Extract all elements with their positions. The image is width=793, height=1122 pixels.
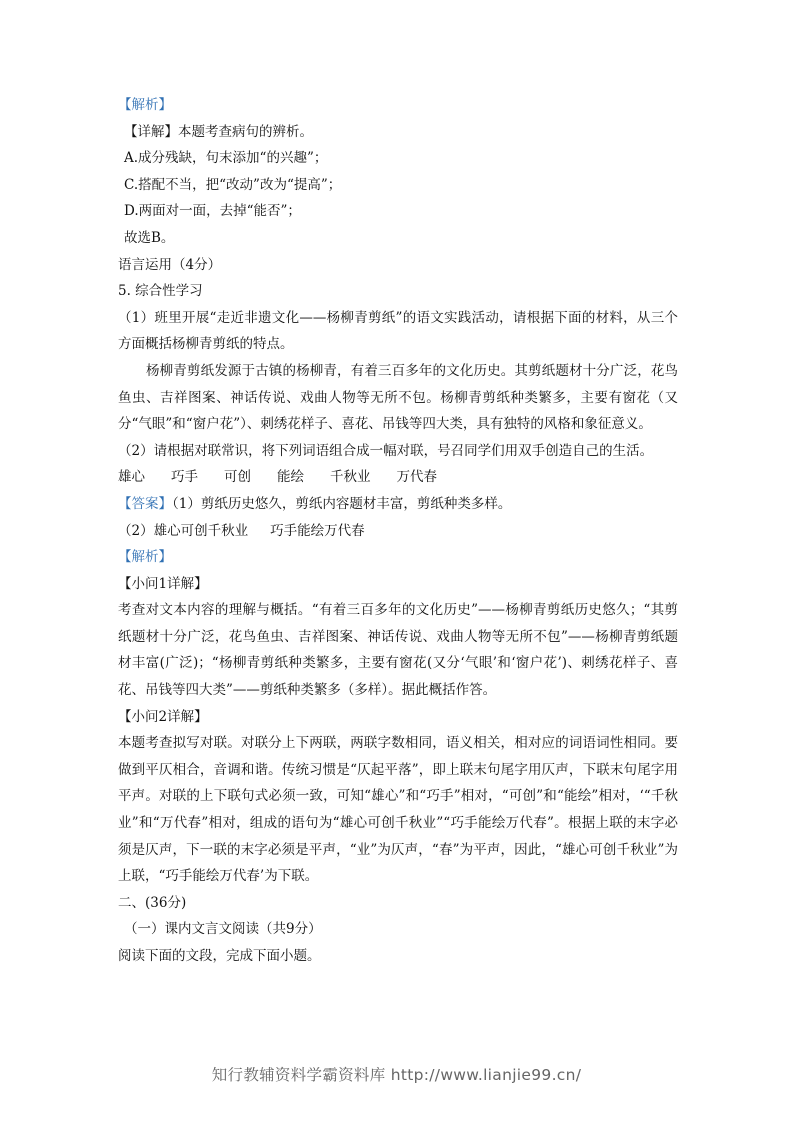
word-item: 能绘 <box>277 469 304 486</box>
reading-instruction: 阅读下面的文段，完成下面小题。 <box>118 948 321 964</box>
sub-question-2-heading: 【小问2详解】 <box>118 708 208 725</box>
answer-tag: 【答案】 <box>118 495 172 512</box>
question-title: 5. 综合性学习 <box>118 283 203 300</box>
option-c-line: C.搭配不当，把“改动”改为“提高”； <box>124 176 342 193</box>
sub-question-1-heading: 【小问1详解】 <box>118 575 208 592</box>
answer-lower-couplet: 巧手能绘万代春 <box>270 522 365 539</box>
answer-line-1 <box>118 491 678 518</box>
answer-line-2 <box>118 518 678 545</box>
answer-choice-line: 故选B。 <box>124 229 175 246</box>
word-item: 万代春 <box>396 469 437 486</box>
word-item: 雄心 <box>118 469 145 486</box>
option-a-line: A.成分残缺，句末添加“的兴趣”； <box>124 150 328 167</box>
classical-reading-heading: （一）课内文言文阅读（共9分） <box>124 921 322 938</box>
analysis-tag-2: 【解析】 <box>118 549 172 566</box>
footer-watermark: 知行教辅资料学霸资料库 http://www.lianjie99.cn/ <box>211 1066 582 1084</box>
word-item: 巧手 <box>171 469 198 486</box>
question-part-2: （2）请根据对联常识，将下列词语组合成一幅对联，号召同学们用双手创造自己的生活。 <box>118 442 654 459</box>
sub-question-2-explanation: 本题考查拟写对联。对联分上下两联，两联字数相同，语义相关，相对应的词语词性相同。要做到平仄相合，音调和谐。传统习惯是“仄起平落”，即上联末句尾字用仄声，下联末句尾字用平声。对联的上下联句式必须一致，可知“雄心”和“巧手”相对，“可创”和“能绘”相对，‘“千秋业”和“万代春”相对，组成的语句为“雄心可创千秋业”“巧手能绘万代春”。根据上联的末字必须是仄声，下一联的末字必须是平声，“业”为仄声，“春”为平声，因此，“雄心可创千秋业”为上联，“巧手能绘万代春’为下联。 <box>118 735 678 885</box>
word-item: 可创 <box>224 469 251 486</box>
answer-text-1: （1）剪纸历史悠久，剪纸内容题材丰富，剪纸种类多样。 <box>172 495 512 512</box>
question-part-1: （1）班里开展“走近非遗文化——杨柳青剪纸”的语文实践活动，请根据下面的材料，从三个方面概括杨柳青剪纸的特点。 <box>118 309 678 353</box>
detail-line: 【详解】本题考查病句的辨析。 <box>124 123 313 140</box>
document-content <box>118 92 678 970</box>
word-item: 千秋业 <box>330 469 371 486</box>
sub-question-1-explanation: 考查对文本内容的理解与概括。“有着三百多年的文化历史”——杨柳青剪纸历史悠久；“其剪纸题材十分广泛，花鸟鱼虫、吉祥图案、神话传说、戏曲人物等无所不包”——杨柳青剪纸题材丰富(广泛)；“杨柳青剪纸种类繁多，主要有窗花(又分‘气眼’和‘窗户花’)、刺绣花样子、喜花、吊钱等四大类”——剪纸种类繁多（多样）。据此概括作答。 <box>118 602 678 699</box>
part-two-heading: 二、(36分) <box>118 894 187 911</box>
analysis-tag: 【解析】 <box>118 97 172 113</box>
option-d-line: D.两面对一面，去掉“能否”； <box>124 203 301 220</box>
material-paragraph: 杨柳青剪纸发源于古镇的杨柳青，有着三百多年的文化历史。其剪纸题材十分广泛，花鸟鱼虫、吉祥图案、神话传说、戏曲人物等无所不包。杨柳青剪纸种类繁多，主要有窗花（又分“气眼”和“窗户花”）、刺绣花样子、喜花、吊钱等四大类，具有独特的风格和象征意义。 <box>118 362 678 433</box>
answer-upper-couplet: （2）雄心可创千秋业 <box>118 522 249 539</box>
word-list <box>118 464 678 491</box>
section-heading: 语言运用（4分） <box>118 256 222 273</box>
